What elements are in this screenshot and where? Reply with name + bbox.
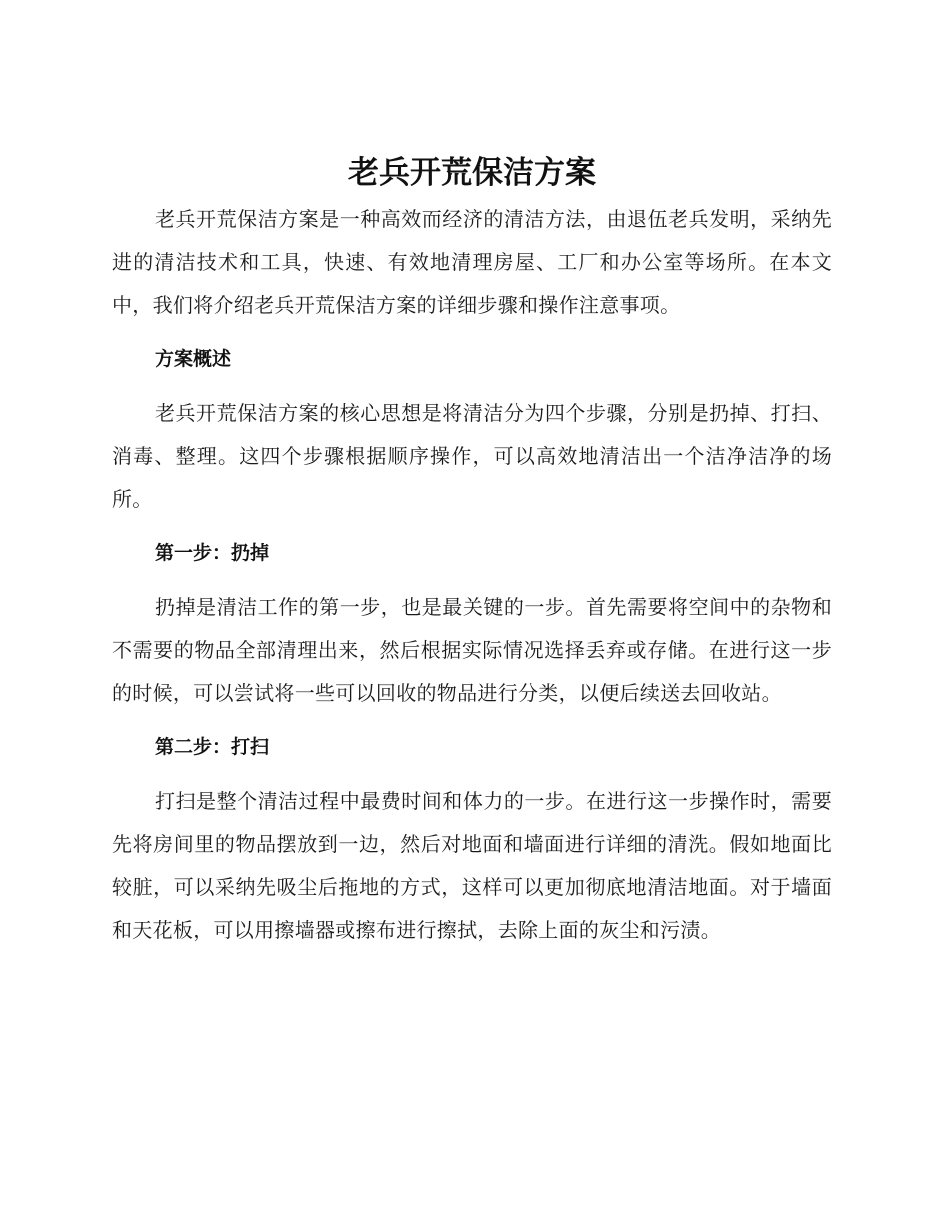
section-body-overview: 老兵开荒保洁方案的核心思想是将清洁分为四个步骤，分别是扔掉、打扫、消毒、整理。这四个步骤根据顺序操作，可以高效地清洁出一个洁净洁净的场所。: [112, 401, 832, 511]
document-title: 老兵开荒保洁方案: [348, 155, 596, 191]
document-page: [112, 148, 832, 952]
section-body-step-one: 扔掉是清洁工作的第一步，也是最关键的一步。首先需要将空间中的杂物和不需要的物品全部清理出来，然后根据实际情况选择丢弃或存储。在进行这一步的时候，可以尝试将一些可以回收的物品进行分类，以便后续送去回收站。: [112, 595, 832, 705]
section-body-step-two: 打扫是整个清洁过程中最费时间和体力的一步。在进行这一步操作时，需要先将房间里的物品摆放到一边，然后对地面和墙面进行详细的清洗。假如地面比较脏，可以采纳先吸尘后拖地的方式，这样可以更加彻底地清洁地面。对于墙面和天花板，可以用擦墙器或擦布进行擦拭，去除上面的灰尘和污渍。: [112, 789, 832, 942]
section-heading-step-one: 第一步：扔掉: [155, 542, 270, 564]
section-heading-overview: 方案概述: [155, 348, 232, 370]
intro-paragraph: 老兵开荒保洁方案是一种高效而经济的清洁方法，由退伍老兵发明，采纳先进的清洁技术和工具，快速、有效地清理房屋、工厂和办公室等场所。在本文中，我们将介绍老兵开荒保洁方案的详细步骤和操作注意事项。: [112, 207, 832, 317]
section-heading-step-two: 第二步：打扫: [155, 736, 270, 758]
